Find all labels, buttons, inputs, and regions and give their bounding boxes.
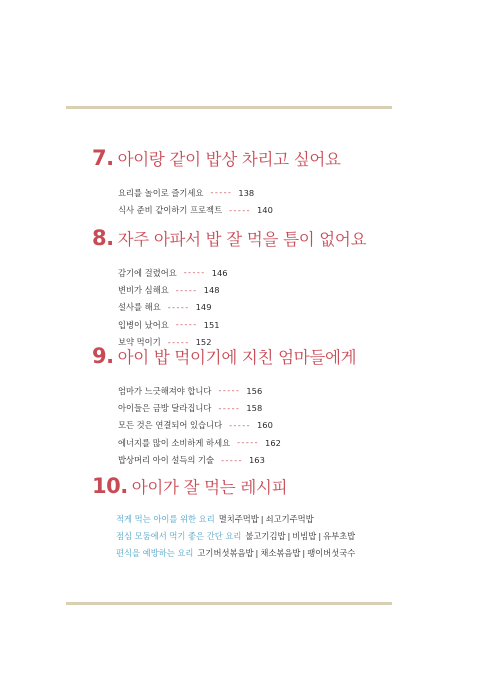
recipe-dish[interactable]: 팽이버섯국수 [307,548,356,559]
recipe-dish[interactable]: 고기버섯볶음밥 [197,548,254,559]
separator: | [318,531,322,542]
separator: | [302,548,306,559]
section-number: 7. [92,146,114,170]
entry-label: 설사를 해요 [118,302,161,313]
section-title: 아이 밥 먹이기에 지친 엄마들에게 [117,348,357,367]
toc-section-10 [92,474,412,562]
section-heading [92,474,412,498]
entry-list [92,264,412,351]
section-heading [92,344,412,368]
leader-dots: ----- [218,403,241,413]
page-number: 151 [203,319,220,330]
recipe-line [116,545,412,562]
leader-dots: ----- [167,337,190,347]
page-number: 140 [257,205,273,216]
page-number: 138 [238,187,255,198]
toc-entry[interactable] [118,264,412,281]
recipe-line [116,527,412,544]
section-number: 9. [92,344,114,368]
entry-list [92,184,412,219]
page-number: 163 [249,455,265,466]
leader-dots: ----- [229,205,252,215]
leader-dots: ----- [218,386,241,396]
toc-entry[interactable] [118,417,412,434]
entry-label: 요리를 놀이로 즐기세요 [118,187,204,198]
leader-dots: ----- [237,438,260,448]
toc-entry[interactable] [118,201,412,218]
leader-dots: ----- [183,268,206,278]
toc-section-8 [92,226,412,351]
entry-label: 보약 먹이기 [118,337,161,348]
page-number: 148 [203,285,220,296]
entry-label: 변비가 심해요 [118,285,169,296]
toc-entry[interactable] [118,299,412,316]
entry-label: 에너지를 많이 소비하게 하세요 [118,437,231,448]
leader-dots: ----- [175,285,198,295]
separator: | [255,548,259,559]
page-number: 146 [211,267,228,278]
page-number: 160 [257,420,273,431]
recipe-line [116,510,412,527]
page-number: 156 [246,385,263,396]
recipe-category[interactable]: 편식을 예방하는 요리 [116,548,194,559]
toc-entry[interactable] [118,316,412,333]
section-heading [92,146,412,170]
page-number: 149 [195,302,212,313]
leader-dots: ----- [175,320,198,330]
entry-list [92,382,412,469]
separator: | [287,531,291,542]
recipe-dish[interactable]: 비빔밥 [292,531,317,542]
toc-entry[interactable] [118,281,412,298]
recipe-list [92,510,412,562]
entry-label: 밥상머리 아이 설득의 기술 [118,455,215,466]
page-number: 162 [265,437,281,448]
leader-dots: ----- [221,455,244,465]
recipe-dish[interactable]: 멸치주먹밥 [218,513,259,524]
recipe-dish[interactable]: 채소볶음밥 [260,548,301,559]
recipe-dish[interactable]: 쇠고기주먹밥 [265,513,314,524]
entry-label: 아이들은 금방 달라집니다 [118,403,212,414]
section-title: 자주 아파서 밥 잘 먹을 틈이 없어요 [117,230,367,249]
section-heading [92,226,412,250]
top-divider [66,106,392,109]
section-title: 아이랑 같이 밥상 차리고 싶어요 [117,150,341,169]
toc-entry[interactable] [118,382,412,399]
toc-section-9 [92,344,412,469]
bottom-divider [66,602,392,605]
entry-label: 감기에 걸렸어요 [118,267,177,278]
section-title: 아이가 잘 먹는 레시피 [131,478,288,497]
section-number: 8. [92,226,114,250]
leader-dots: ----- [167,302,190,312]
entry-label: 입병이 났어요 [118,319,169,330]
toc-entry[interactable] [118,184,412,201]
toc-entry[interactable] [118,452,412,469]
toc-entry[interactable] [118,399,412,416]
separator: | [260,513,264,524]
entry-label: 식사 준비 같이하기 프로젝트 [118,205,223,216]
recipe-category[interactable]: 점심 모둠에서 먹기 좋은 간단 요리 [116,531,242,542]
page-number: 158 [246,403,263,414]
toc-entry[interactable] [118,434,412,451]
toc-section-7 [92,146,412,219]
leader-dots: ----- [210,188,233,198]
recipe-dish[interactable]: 불고기김밥 [245,531,286,542]
leader-dots: ----- [229,420,252,430]
entry-label: 엄마가 느긋해져야 합니다 [118,385,212,396]
recipe-dish[interactable]: 유부초밥 [323,531,356,542]
entry-label: 모든 것은 연결되어 있습니다 [118,420,223,431]
section-number: 10. [92,474,128,498]
recipe-category[interactable]: 적게 먹는 아이를 위한 요리 [116,513,215,524]
page-number: 152 [195,337,212,348]
